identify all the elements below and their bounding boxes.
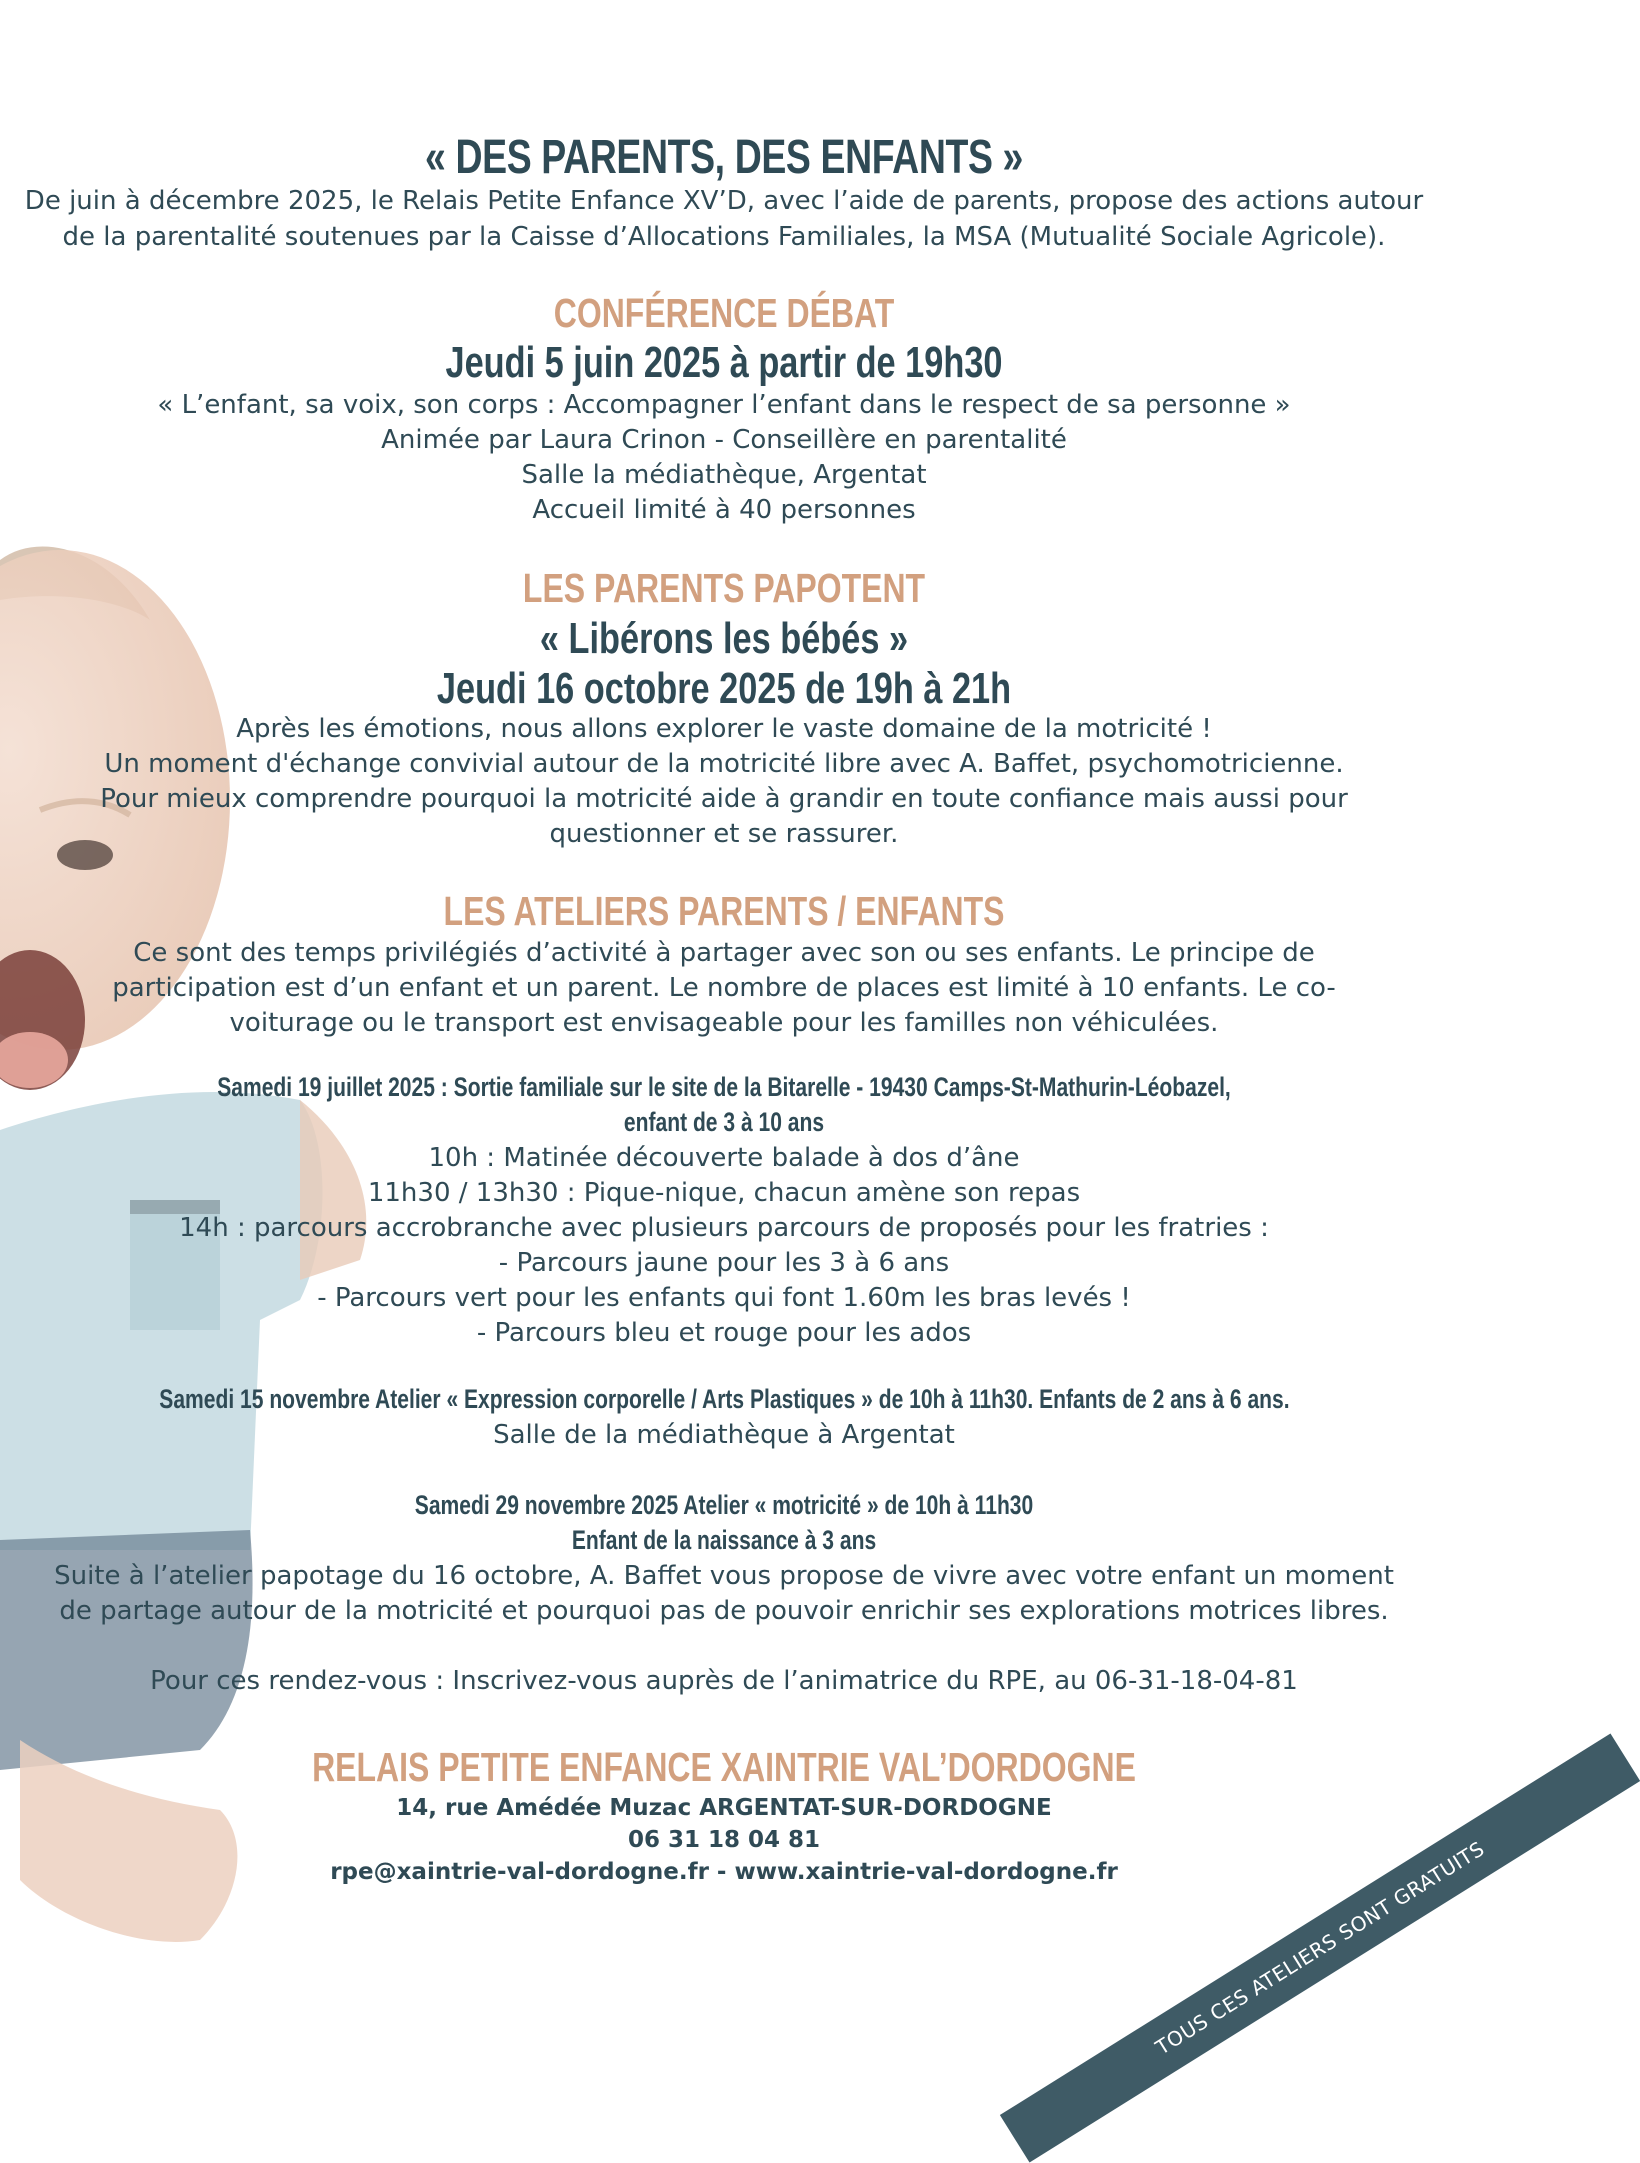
conference-heading: CONFÉRENCE DÉBAT [553,290,895,336]
papotent-line: questionner et se rassurer. [549,819,899,849]
event1-line: - Parcours jaune pour les 3 à 6 ans [498,1248,950,1278]
conference-line: Animée par Laura Crinon - Conseillère en parentalité [381,425,1067,455]
ateliers-line: Ce sont des temps privilégiés d’activité à partager avec son ou ses enfants. Le principe de [133,938,1315,968]
intro-line-1: De juin à décembre 2025, le Relais Petite Enfance XV’D, avec l’aide de parents, propose des actions autour [24,186,1424,216]
registration-info: Pour ces rendez-vous : Inscrivez-vous auprès de l’animatrice du RPE, au 06-31-18-04-81 [150,1666,1298,1696]
event1-line: - Parcours bleu et rouge pour les ados [476,1318,972,1348]
papotent-line: Après les émotions, nous allons explorer le vaste domaine de la motricité ! [236,714,1212,744]
event3-line: Suite à l’atelier papotage du 16 octobre, A. Baffet vous propose de vivre avec votre enfant un moment [54,1561,1394,1591]
intro-line-2: de la parentalité soutenues par la Caisse d’Allocations Familiales, la MSA (Mutualité Sociale Agricole). [62,222,1386,252]
event1-line: 11h30 / 13h30 : Pique-nique, chacun amène son repas [367,1178,1081,1208]
event2-line: Salle de la médiathèque à Argentat [493,1420,955,1450]
footer-address: 14, rue Amédée Muzac ARGENTAT-SUR-DORDOGNE [396,1795,1052,1821]
event3-title: Samedi 29 novembre 2025 Atelier « motricité » de 10h à 11h30 [414,1490,1034,1520]
event3-line: de partage autour de la motricité et pourquoi pas de pouvoir enrichir ses explorations motrices libres. [59,1596,1389,1626]
event1-line: 10h : Matinée découverte balade à dos d’âne [428,1143,1020,1173]
conference-line: Salle la médiathèque, Argentat [521,460,927,490]
conference-date: Jeudi 5 juin 2025 à partir de 19h30 [445,338,1003,387]
papotent-subtitle: « Libérons les bébés » [539,614,909,663]
papotent-line: Un moment d'échange convivial autour de la motricité libre avec A. Baffet, psychomotricienne. [104,749,1344,779]
event2-title: Samedi 15 novembre Atelier « Expression corporelle / Arts Plastiques » de 10h à 11h30. Enfants de 2 ans à 6 ans. [159,1384,1290,1414]
ateliers-line: voiturage ou le transport est envisageable pour les familles non véhiculées. [229,1008,1219,1038]
ribbon-text: TOUS CES ATELIERS SONT GRATUITS [1151,1836,1489,2060]
event1-age: enfant de 3 à 10 ans [623,1107,825,1137]
conference-line: « L’enfant, sa voix, son corps : Accompagner l’enfant dans le respect de sa personne » [157,390,1291,420]
papotent-date: Jeudi 16 octobre 2025 de 19h à 21h [436,664,1012,713]
papotent-heading: LES PARENTS PAPOTENT [522,565,926,611]
page-title: « DES PARENTS, DES ENFANTS » [425,131,1023,184]
event1-line: 14h : parcours accrobranche avec plusieurs parcours de proposés pour les fratries : [179,1213,1269,1243]
footer-web: rpe@xaintrie-val-dordogne.fr - www.xaintrie-val-dordogne.fr [330,1859,1118,1885]
event3-age: Enfant de la naissance à 3 ans [571,1525,877,1555]
event1-title: Samedi 19 juillet 2025 : Sortie familiale sur le site de la Bitarelle - 19430 Camps-St-Mathurin-Léobazel, [217,1072,1231,1102]
conference-line: Accueil limité à 40 personnes [532,495,916,525]
footer-phone: 06 31 18 04 81 [627,1827,821,1853]
footer-heading: RELAIS PETITE ENFANCE XAINTRIE VAL’DORDOGNE [312,1744,1136,1790]
papotent-line: Pour mieux comprendre pourquoi la motricité aide à grandir en toute confiance mais aussi pour [100,784,1348,814]
event1-line: - Parcours vert pour les enfants qui font 1.60m les bras levés ! [317,1283,1131,1313]
ateliers-line: participation est d’un enfant et un parent. Le nombre de places est limité à 10 enfants. Le co- [112,973,1336,1003]
ateliers-heading: LES ATELIERS PARENTS / ENFANTS [443,888,1005,934]
